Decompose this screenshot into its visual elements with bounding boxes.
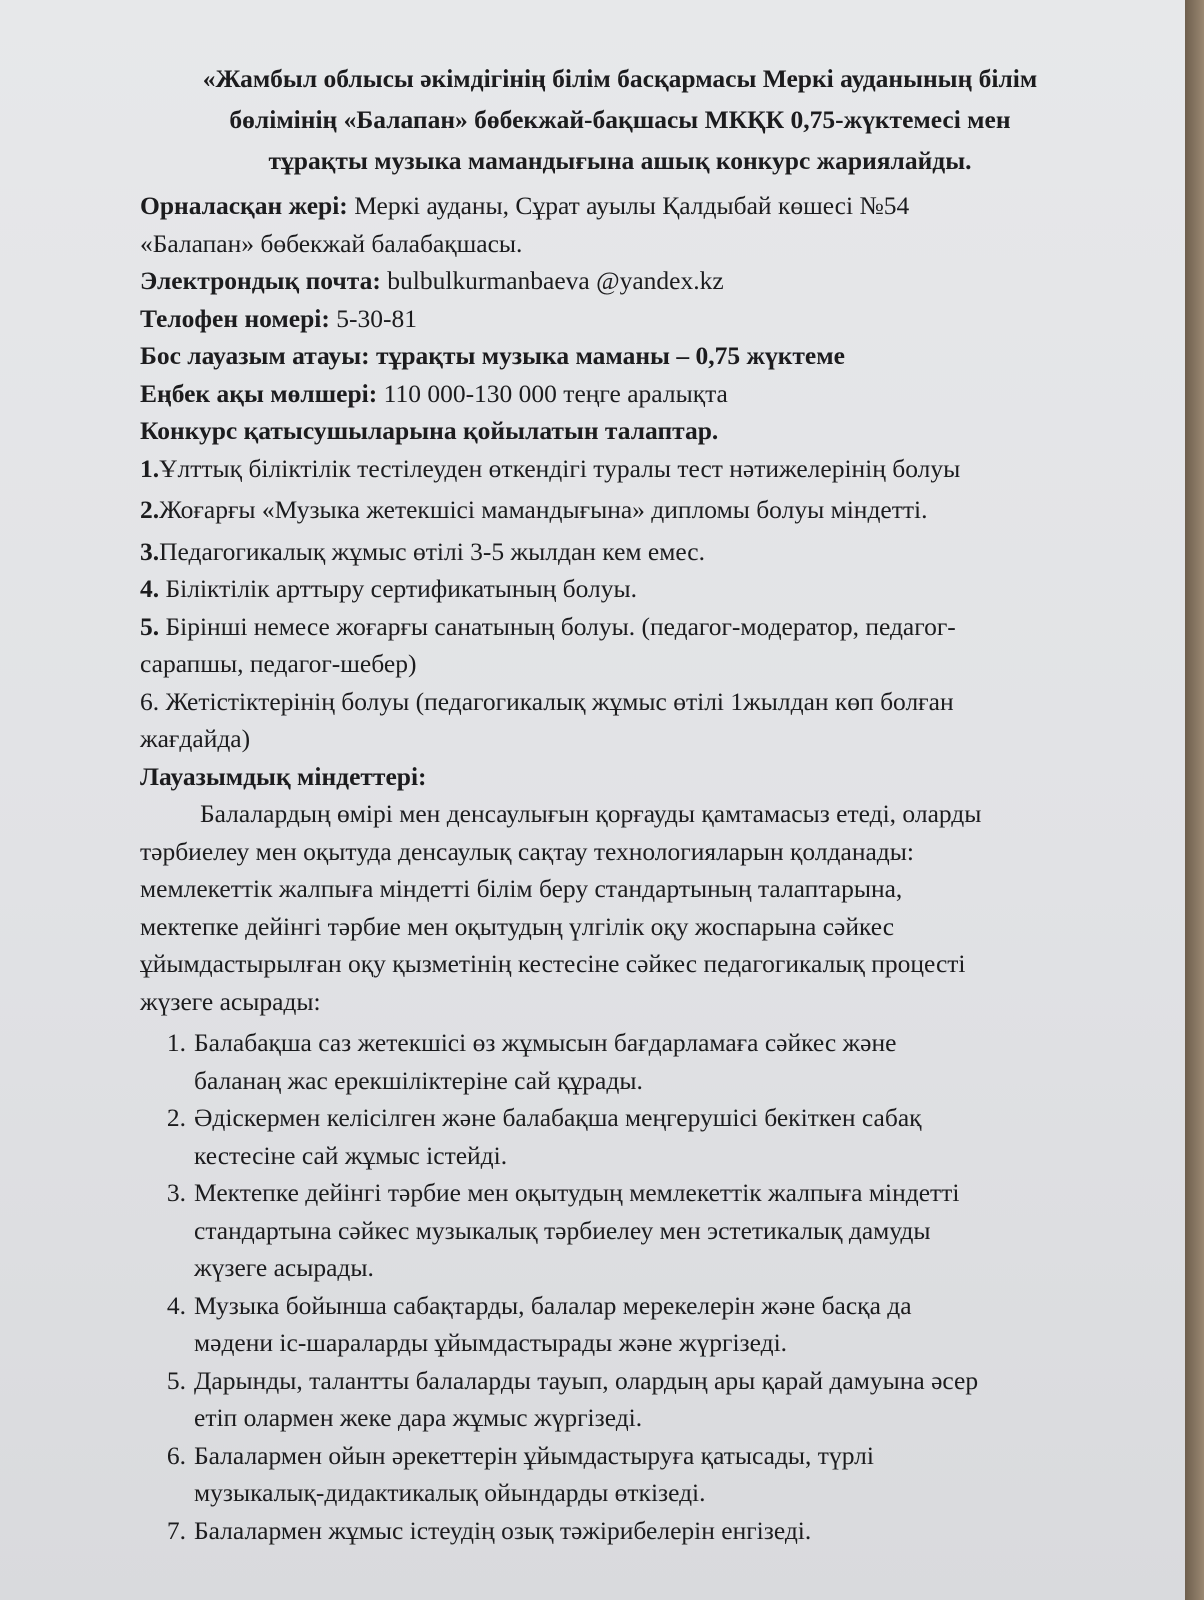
duty-text: баланаң жас ерекшіліктеріне сай құрады. [194, 1065, 643, 1095]
location-row-2: «Балапан» бөбекжай балабақшасы. [140, 228, 523, 258]
position-label: Бос лауазым атауы: [140, 341, 370, 370]
position-row [140, 337, 1100, 375]
duty-number: 4. [166, 1290, 186, 1320]
duty-item [140, 1362, 1100, 1437]
duty-item [140, 1174, 1100, 1287]
duty-text: Балабақша саз жетекшісі өз жұмысын бағдарламаға сәйкес және [194, 1028, 897, 1057]
paragraph-line: мемлекеттік жалпыға міндетті білім беру стандартының талаптарына, [140, 874, 903, 903]
phone-row [140, 300, 1100, 338]
email-label: Электрондық почта: [140, 266, 381, 295]
title-line: «Жамбыл облысы әкімдігінің білім басқармасы Меркі ауданының білім [202, 64, 1038, 93]
paragraph-line: Балалардың өмірі мен денсаулығын қорғауды қамтамасыз етеді, оларды [200, 799, 982, 828]
duty-text: музыкалық-дидактикалық ойындарды өткізеді. [194, 1478, 706, 1507]
duty-text: жүзеге асырады. [194, 1253, 374, 1282]
table-edge [1185, 0, 1204, 1600]
phone-value: 5-30-81 [336, 303, 417, 333]
requirement-number: 5. [140, 611, 160, 641]
duty-text: Балалармен жұмыс істеудің озық тәжірибелерін енгізеді. [194, 1515, 812, 1545]
duty-item [140, 1287, 1100, 1362]
requirement-number: 2. [140, 495, 160, 524]
location-label: Орналасқан жері: [140, 191, 348, 220]
duty-text: Мектепке дейінгі тәрбие мен оқытудың мемлекеттік жалпыға міндетті [194, 1178, 960, 1207]
salary-label: Еңбек ақы мөлшері: [140, 378, 378, 408]
title-line: тұрақты музыка мамандығына ашық конкурс жариялайды. [268, 146, 972, 175]
requirement-item [140, 683, 1100, 758]
duty-item [140, 1024, 1100, 1099]
duty-text: Дарынды, талантты балаларды тауып, олардың ары қарай дамуына әсер [194, 1365, 979, 1395]
duty-number: 3. [166, 1178, 186, 1207]
requirement-text: Біліктілік арттыру сертификатының болуы. [159, 574, 638, 603]
requirement-item [140, 608, 1100, 683]
requirement-number: 4. [140, 574, 160, 603]
requirement-number: 6. [140, 686, 160, 716]
requirements-list [140, 450, 1100, 758]
requirement-number: 1. [140, 453, 160, 483]
location-value: Меркі ауданы, Сұрат ауылы Қалдыбай көшесі №54 [354, 191, 910, 220]
requirement-text: Бірінші немесе жоғарғы санатының болуы. (педагог-модератор, педагог- [159, 611, 956, 641]
title-line: бөлімінің «Балапан» бөбекжай-бақшасы МКҚК 0,75-жүктемесі мен [229, 105, 1011, 134]
paragraph-line: ұйымдастырылған оқу қызметінің кестесіне сәйкес педагогикалық процесті [140, 949, 966, 978]
requirement-text-continued: сарапшы, педагог-шебер) [140, 649, 417, 678]
duty-number: 7. [166, 1515, 186, 1545]
duty-text: стандартына сәйкес музыкалық тәрбиелеу мен эстетикалық дамуды [194, 1215, 931, 1245]
requirement-number: 3. [140, 536, 160, 566]
duty-number: 1. [166, 1028, 186, 1057]
paragraph-line: тәрбиелеу мен оқытуда денсаулық сақтау технологияларын қолданады: [140, 836, 915, 866]
duty-item [140, 1512, 1100, 1550]
duty-text: мәдени іс-шараларды ұйымдастырады және жүргізеді. [194, 1328, 788, 1357]
duty-text: етіп олармен жеке дара жұмыс жүргізеді. [194, 1403, 643, 1432]
requirement-text: Жетістіктерінің болуы (педагогикалық жұмыс өтілі 1жылдан көп болған [159, 686, 954, 716]
duty-number: 2. [166, 1103, 186, 1132]
duty-text: Әдіскермен келісілген және балабақша меңгерушісі бекіткен сабақ [194, 1103, 922, 1132]
requirement-text-continued: жағдайда) [140, 724, 251, 753]
position-value: тұрақты музыка маманы – 0,75 жүктеме [376, 341, 845, 370]
requirement-text: Жоғарғы «Музыка жетекшісі мамандығына» дипломы болуы міндетті. [159, 495, 928, 524]
document-title [140, 58, 1100, 181]
requirement-text: Педагогикалық жұмыс өтілі 3-5 жылдан кем емес. [159, 536, 705, 566]
requirement-item [140, 491, 1100, 529]
duty-number: 5. [166, 1365, 186, 1395]
duty-item [140, 1437, 1100, 1512]
requirement-item [140, 533, 1100, 571]
duties-heading: Лауазымдық міндеттері: [140, 761, 427, 791]
requirements-heading: Конкурс қатысушыларына қойылатын талаптар. [140, 416, 719, 445]
salary-row [140, 375, 1100, 413]
requirement-item [140, 570, 1100, 608]
duty-text: Балалармен ойын әрекеттерін ұйымдастыруға қатысады, түрлі [194, 1440, 874, 1470]
duties-paragraph [140, 795, 1100, 1020]
duties-list [140, 1024, 1100, 1549]
duty-text: Музыка бойынша сабақтарды, балалар мерекелерін және басқа да [194, 1290, 912, 1320]
duty-number: 6. [166, 1440, 186, 1470]
salary-value: 110 000-130 000 теңге аралықта [383, 378, 728, 408]
email-row [140, 262, 1100, 300]
document [140, 58, 1100, 1549]
paragraph-line: жүзеге асырады: [140, 986, 321, 1016]
paragraph-line: мектепке дейінгі тәрбие мен оқытудың үлгілік оқу жоспарына сәйкес [140, 911, 895, 941]
location-row [140, 187, 1100, 225]
email-value: bulbulkurmanbaeva @yandex.kz [387, 266, 724, 295]
duty-text: кестесіне сай жұмыс істейді. [194, 1140, 508, 1170]
requirement-item [140, 450, 1100, 488]
requirement-text: Ұлттық біліктілік тестілеуден өткендігі туралы тест нәтижелерінің болуы [159, 453, 961, 483]
duty-item [140, 1099, 1100, 1174]
phone-label: Телофен номері: [140, 303, 330, 333]
